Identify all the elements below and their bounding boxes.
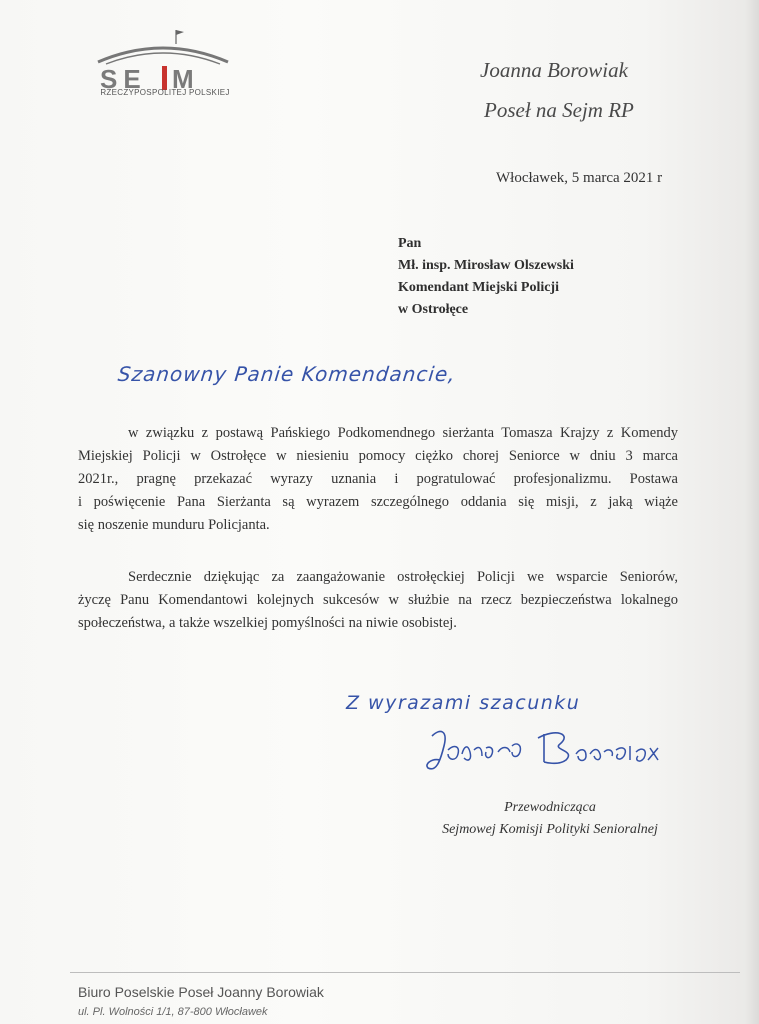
recipient-line: w Ostrołęce <box>398 302 469 317</box>
signatory-title-line: Sejmowej Komisji Polityki Senioralnej <box>442 822 658 837</box>
signatory-title-line: Przewodnicząca <box>504 800 596 815</box>
paragraph-line: w związku z postawą Pańskiego Podkomendnego sierżanta Tomasza Krajzy z Komendy <box>128 425 678 441</box>
recipient-line: Komendant Miejski Policji <box>398 280 559 295</box>
handwritten-closing: Z wyrazami szacunku <box>346 692 581 714</box>
paragraph-line: Serdecznie dziękując za zaangażowanie ostrołęckiej Policji we wsparcie Seniorów, <box>128 569 678 585</box>
logo-subtitle: RZECZYPOSPOLITEJ POLSKIEJ <box>100 88 230 97</box>
footer-office: Biuro Poselskie Poseł Joanny Borowiak <box>78 984 324 1000</box>
paragraph-2 <box>78 566 678 635</box>
handwritten-salutation: Szanowny Panie Komendancie, <box>116 362 458 386</box>
paragraph-line: i poświęcenie Pana Sierżanta są wyrazem szczególnego oddania się misji, z jaką wiąże <box>78 494 678 510</box>
sejm-logo <box>92 28 234 120</box>
signature-image <box>426 724 676 784</box>
footer-address: ul. Pl. Wolności 1/1, 87-800 Włocławek <box>78 1006 268 1018</box>
paper-fold-shadow <box>745 0 759 1024</box>
svg-text:M: M <box>172 64 194 94</box>
svg-text:SE: SE <box>100 64 147 94</box>
paragraph-line: życzę Panu Komendantowi kolejnych sukcesów w służbie na rzecz bezpieczeństwa lokalnego <box>78 592 678 608</box>
recipient-block <box>398 233 738 321</box>
recipient-line: Mł. insp. Mirosław Olszewski <box>398 258 574 273</box>
sender-role: Poseł na Sejm RP <box>484 98 634 122</box>
letter-date: Włocławek, 5 marca 2021 r <box>496 170 663 186</box>
sender-name: Joanna Borowiak <box>480 58 628 82</box>
paragraph-line: społeczeństwa, a także wszelkiej pomyślności na niwie osobistej. <box>78 615 457 631</box>
recipient-line: Pan <box>398 236 422 251</box>
signatory-title <box>420 797 680 841</box>
paragraph-1 <box>78 422 678 537</box>
paragraph-line: 2021r., pragnę przekazać wyrazy uznania i pogratulować profesjonalizmu. Postawa <box>78 471 678 487</box>
paragraph-line: Miejskiej Policji w Ostrołęce w niesieniu pomocy ciężko chorej Seniorce w dniu 3 marca <box>78 448 678 464</box>
paragraph-line: się noszenie munduru Policjanta. <box>78 517 270 533</box>
footer-divider <box>70 972 740 973</box>
